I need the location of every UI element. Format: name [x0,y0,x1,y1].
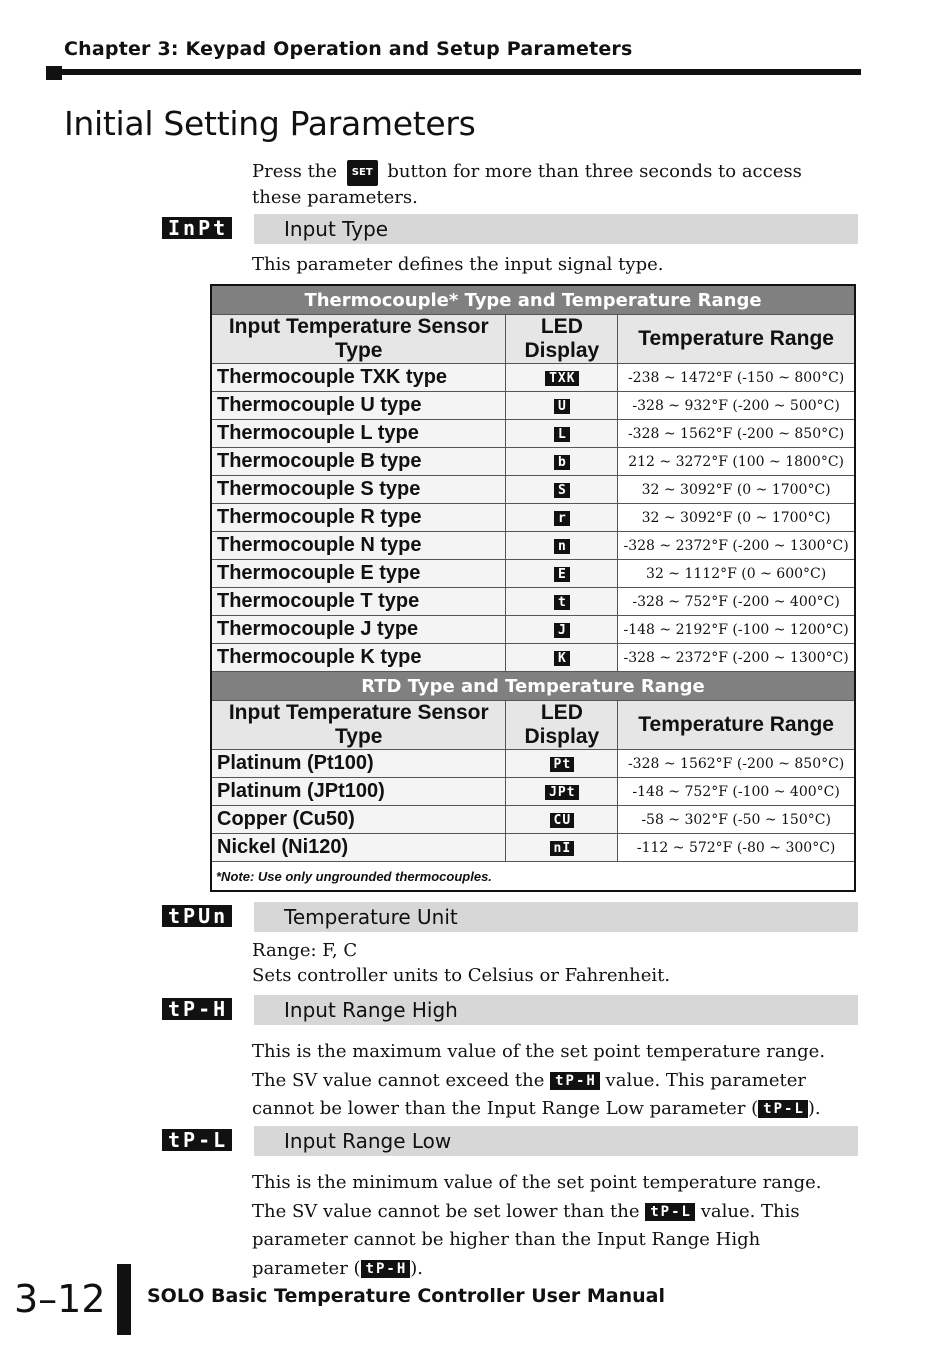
led-display-icon: E [554,567,570,582]
range-low-text-2: value. This parameter cannot be higher than the Input Range High parameter ( [252,1200,800,1279]
set-button-icon: SET [347,160,378,186]
table-row [211,504,855,532]
temperature-range-cell: 32 ~ 3092°F (0 ~ 1700°C) [618,504,855,532]
led-display-icon: CU [550,813,575,828]
table-row [211,448,855,476]
range-low-title: Input Range Low [284,1129,452,1153]
temperature-range-cell: -328 ~ 2372°F (-200 ~ 1300°C) [618,644,855,672]
led-display-icon: tP-H [361,1260,411,1278]
input-type-description: This parameter defines the input signal type. [252,254,664,275]
rtd-col-header-led: LED Display [506,701,618,750]
led-display-icon: tP-L [758,1100,808,1118]
table-row [211,476,855,504]
led-display-icon: TXK [545,371,578,386]
led-display-cell [506,364,618,392]
chapter-heading: Chapter 3: Keypad Operation and Setup Parameters [64,38,633,60]
input-type-title: Input Type [284,217,389,241]
led-display-icon: n [554,539,570,554]
temp-unit-range: Range: F, C [252,940,358,961]
led-display-icon: U [554,399,570,414]
table-row [211,834,855,862]
table-note: *Note: Use only ungrounded thermocouples. [211,862,855,892]
sensor-type-cell: Thermocouple S type [211,476,506,504]
sensor-type-cell: Thermocouple TXK type [211,364,506,392]
led-display-cell [506,616,618,644]
temp-unit-title: Temperature Unit [284,905,458,929]
led-display-icon: L [554,427,570,442]
thermocouple-table-header: Thermocouple* Type and Temperature Range [211,285,855,315]
table-row [211,532,855,560]
led-display-cell [506,504,618,532]
intro-text-after: button for more than three seconds to access these parameters. [252,161,802,208]
range-high-paragraph [252,1038,858,1124]
temperature-range-cell: -328 ~ 752°F (-200 ~ 400°C) [618,588,855,616]
led-display-icon: t [554,595,570,610]
table-row [211,420,855,448]
led-display-icon: J [554,623,570,638]
intro-paragraph [252,160,852,210]
led-display-cell [506,420,618,448]
rtd-col-header-sensor: Input Temperature Sensor Type [211,701,506,750]
input-type-table [210,284,856,892]
sensor-type-cell: Thermocouple N type [211,532,506,560]
input-type-section-bar [254,214,858,244]
table-row [211,364,855,392]
range-high-text-1: This is the maximum value of the set point temperature range. The SV value cannot exceed the [252,1041,826,1091]
range-low-text-1: This is the minimum value of the set point temperature range. The SV value cannot be set lower than the [252,1172,822,1222]
range-low-paragraph [252,1169,858,1283]
led-display-icon: S [554,483,570,498]
manual-title: SOLO Basic Temperature Controller User Manual [147,1285,665,1307]
led-display-cell [506,448,618,476]
rtd-rows [211,750,855,862]
temperature-range-cell: -58 ~ 302°F (-50 ~ 150°C) [618,806,855,834]
footer-divider [117,1264,131,1335]
led-display-icon: r [554,511,570,526]
sensor-type-cell: Thermocouple J type [211,616,506,644]
temperature-range-cell: 32 ~ 3092°F (0 ~ 1700°C) [618,476,855,504]
temperature-range-cell: -148 ~ 752°F (-100 ~ 400°C) [618,778,855,806]
temperature-range-cell: -112 ~ 572°F (-80 ~ 300°C) [618,834,855,862]
table-row [211,750,855,778]
temperature-range-cell: -328 ~ 932°F (-200 ~ 500°C) [618,392,855,420]
led-display-icon: tP-L [162,1129,232,1151]
col-header-sensor: Input Temperature Sensor Type [211,315,506,364]
sensor-type-cell: Thermocouple E type [211,560,506,588]
range-low-led [162,1129,232,1151]
range-high-title: Input Range High [284,998,458,1022]
sensor-type-cell: Nickel (Ni120) [211,834,506,862]
led-display-cell [506,588,618,616]
page-title: Initial Setting Parameters [64,104,476,143]
led-display-icon: nI [550,841,575,856]
led-display-cell [506,750,618,778]
table-row [211,644,855,672]
led-display-icon: K [554,651,570,666]
led-display-cell [506,560,618,588]
sensor-type-cell: Platinum (Pt100) [211,750,506,778]
page-number: 3–12 [14,1277,106,1321]
table-row [211,392,855,420]
sensor-type-cell: Thermocouple B type [211,448,506,476]
sensor-type-cell: Thermocouple T type [211,588,506,616]
range-high-led [162,998,232,1020]
led-display-cell [506,806,618,834]
table-row [211,806,855,834]
sensor-type-cell: Thermocouple L type [211,420,506,448]
led-display-cell [506,532,618,560]
sensor-type-cell: Thermocouple R type [211,504,506,532]
rtd-table-header: RTD Type and Temperature Range [211,672,855,701]
temp-unit-section-bar [254,902,858,932]
led-display-icon: tP-H [162,998,232,1020]
sensor-type-cell: Copper (Cu50) [211,806,506,834]
col-header-led: LED Display [506,315,618,364]
rtd-col-header-range: Temperature Range [618,701,855,750]
led-display-cell [506,392,618,420]
temp-unit-led [162,905,232,927]
temperature-range-cell: -328 ~ 2372°F (-200 ~ 1300°C) [618,532,855,560]
led-display-icon: Pt [550,757,575,772]
sensor-type-cell: Platinum (JPt100) [211,778,506,806]
intro-text-before: Press the [252,161,338,182]
range-high-text-3: ). [807,1098,821,1119]
led-display-cell [506,476,618,504]
temperature-range-cell: -238 ~ 1472°F (-150 ~ 800°C) [618,364,855,392]
sensor-type-cell: Thermocouple U type [211,392,506,420]
led-display-cell [506,644,618,672]
led-display-icon: JPt [545,785,578,800]
range-high-text-2: value. This parameter cannot be lower than the Input Range Low parameter ( [252,1069,807,1119]
led-display-icon: tPUn [162,905,232,927]
range-low-section-bar [254,1126,858,1156]
input-type-led [162,217,232,239]
temperature-range-cell: -328 ~ 1562°F (-200 ~ 850°C) [618,420,855,448]
temperature-range-cell: 32 ~ 1112°F (0 ~ 600°C) [618,560,855,588]
led-display-cell [506,834,618,862]
range-high-section-bar [254,995,858,1025]
thermocouple-rows [211,364,855,672]
range-low-text-3: ). [410,1257,424,1279]
temp-unit-description: Sets controller units to Celsius or Fahrenheit. [252,965,671,986]
table-row [211,616,855,644]
temperature-range-cell: -148 ~ 2192°F (-100 ~ 1200°C) [618,616,855,644]
temperature-range-cell: -328 ~ 1562°F (-200 ~ 850°C) [618,750,855,778]
table-row [211,778,855,806]
sensor-type-cell: Thermocouple K type [211,644,506,672]
led-display-icon: tP-L [645,1203,695,1221]
header-rule [46,69,861,75]
led-display-icon: b [554,455,570,470]
led-display-icon: InPt [162,217,232,239]
led-display-cell [506,778,618,806]
table-row [211,588,855,616]
temperature-range-cell: 212 ~ 3272°F (100 ~ 1800°C) [618,448,855,476]
col-header-range: Temperature Range [618,315,855,364]
led-display-icon: tP-H [550,1072,600,1090]
table-row [211,560,855,588]
